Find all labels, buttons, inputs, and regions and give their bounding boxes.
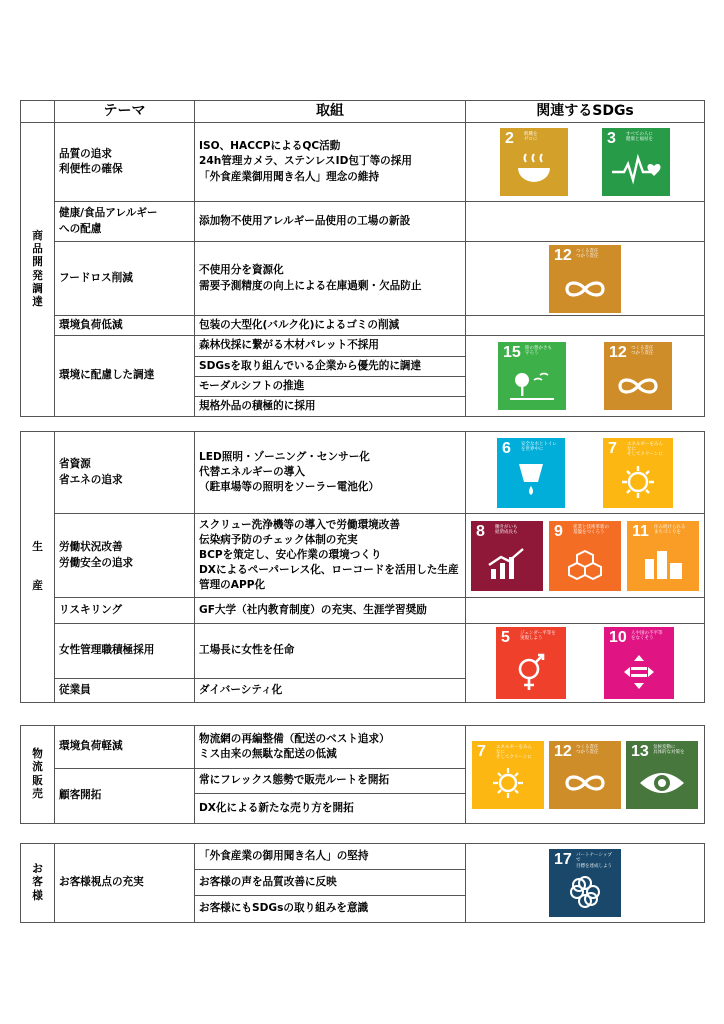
- action-customer-2: お客様の声を品質改善に反映: [195, 870, 466, 896]
- theme-labor: 労働状況改善 労働安全の追求: [55, 514, 195, 598]
- actions-energy: LED照明・ゾーニング・センサー化 代替エネルギーの導入 （駐車場等の照明をソーラー電池化）: [195, 432, 466, 514]
- action-staff: ダイバーシティ化: [195, 679, 466, 703]
- theme-allergy: 健康/食品アレルギー への配慮: [55, 202, 195, 242]
- action-procure-2: SDGsを取り組んでいる企業から優先的に調達: [195, 357, 466, 377]
- theme-quality: 品質の追求 利便性の確保: [55, 123, 195, 202]
- sdg-2-zero-hunger-icon: 2 飢餓を ゼロに: [500, 128, 568, 196]
- production-section-table: [20, 431, 705, 703]
- actions-labor: スクリュー洗浄機等の導入で労働環境改善 伝染病予防のチェック体制の充実 BCPを策定し、安心作業の環境つくり DXによるペーパーレス化、ローコードを活用した生産管理のAPP化: [195, 514, 466, 598]
- action-women: 工場長に女性を任命: [195, 624, 466, 679]
- category-product: 商 品 開 発 調 達: [21, 123, 55, 417]
- sdgs-procure: [466, 336, 705, 417]
- sdg-5-gender-equality-icon: 5 ジェンダー平等を 実現しよう: [496, 627, 566, 699]
- action-procure-1: 森林伐採に繋がる木材パレット不採用: [195, 336, 466, 357]
- theme-customer: お客様視点の充実: [55, 844, 195, 923]
- sdg-17-partnerships-icon: 17 パートナーシップで 目標を達成しよう: [549, 849, 621, 917]
- header-action: 取組: [195, 101, 466, 123]
- action-dx: DX化による新たな売り方を開拓: [195, 794, 466, 824]
- category-logistics: 物 流 販 売: [21, 726, 55, 824]
- actions-logistics-env: 物流網の再編整備（配送のベスト追求） ミス由来の無駄な配送の低減: [195, 726, 466, 769]
- sdgs-logistics: [466, 726, 705, 824]
- sdgs-env-empty: [466, 316, 705, 336]
- theme-foodloss: フードロス削減: [55, 242, 195, 316]
- theme-customer-dev: 顧客開拓: [55, 769, 195, 824]
- actions-foodloss: 不使用分を資源化 需要予測精度の向上による在庫過剰・欠品防止: [195, 242, 466, 316]
- sdg-12-responsible-consumption-icon: 12 つくる責任 つかう責任: [549, 245, 621, 313]
- sdgs-allergy-empty: [466, 202, 705, 242]
- category-customer: お 客 様: [21, 844, 55, 923]
- theme-procure: 環境に配慮した調達: [55, 336, 195, 417]
- header-sdgs: 関連するSDGs: [466, 101, 705, 123]
- sdg-12-responsible-consumption-icon: 12 つくる責任 つかう責任: [549, 741, 621, 809]
- header-theme: テーマ: [55, 101, 195, 123]
- sdg-12-responsible-consumption-icon: 12 つくる責任 つかう責任: [604, 342, 672, 410]
- sdgs-reskill-empty: [466, 598, 705, 624]
- theme-staff: 従業員: [55, 679, 195, 703]
- sdgs-energy: [466, 432, 705, 514]
- sdg-13-climate-action-icon: 13 気候変動に 具体的な対策を: [626, 741, 698, 809]
- action-env: 包装の大型化(バルク化)によるゴミの削減: [195, 316, 466, 336]
- theme-env: 環境負荷低減: [55, 316, 195, 336]
- logistics-section-table: [20, 725, 705, 824]
- sdgs-labor: [466, 514, 705, 598]
- theme-women: 女性管理職積極採用: [55, 624, 195, 679]
- actions-quality: ISO、HACCPによるQC活動 24h管理カメラ、ステンレスID包丁等の採用 「外食産業御用聞き名人」理念の維持: [195, 123, 466, 202]
- action-allergy: 添加物不使用アレルギー品使用の工場の新設: [195, 202, 466, 242]
- sdg-3-good-health-icon: 3 すべての人に 健康と福祉を: [602, 128, 670, 196]
- customer-section-table: [20, 843, 705, 923]
- action-customer-1: 「外食産業の御用聞き名人」の堅持: [195, 844, 466, 870]
- theme-reskill: リスキリング: [55, 598, 195, 624]
- sdg-6-clean-water-icon: 6 安全な水とトイレ を世界中に: [497, 438, 565, 508]
- category-production: 生 産: [21, 432, 55, 703]
- sdg-15-life-on-land-icon: 15 陸の豊かさも 守ろう: [498, 342, 566, 410]
- sdg-10-reduced-inequalities-icon: 10 人や国の不平等 をなくそう: [604, 627, 674, 699]
- header-blank: [21, 101, 55, 123]
- sdgs-customer: [466, 844, 705, 923]
- sdg-8-decent-work-icon: 8 働きがいも 経済成長も: [471, 521, 543, 591]
- action-procure-4: 規格外品の積極的に採用: [195, 397, 466, 417]
- theme-energy: 省資源 省エネの追求: [55, 432, 195, 514]
- sdgs-women: [466, 624, 705, 703]
- sdg-7-clean-energy-icon: 7 エネルギーをみんなに そしてクリーンに: [472, 741, 544, 809]
- sdg-9-industry-innovation-icon: 9 産業と技術革新の 基盤をつくろう: [549, 521, 621, 591]
- action-procure-3: モーダルシフトの推進: [195, 377, 466, 397]
- action-reskill: GF大学（社内教育制度）の充実、生涯学習奨励: [195, 598, 466, 624]
- sdgs-quality: [466, 123, 705, 202]
- theme-logistics-env: 環境負荷軽減: [55, 726, 195, 769]
- action-customer-3: お客様にもSDGsの取り組みを意識: [195, 896, 466, 923]
- sdg-7-clean-energy-icon: 7 エネルギーをみんなに そしてクリーンに: [603, 438, 673, 508]
- sdgs-foodloss: [466, 242, 705, 316]
- action-flex: 常にフレックス態勢で販売ルートを開拓: [195, 769, 466, 794]
- sdg-11-sustainable-cities-icon: 11 住み続けられる まちづくりを: [627, 521, 699, 591]
- product-section-table: [20, 100, 705, 417]
